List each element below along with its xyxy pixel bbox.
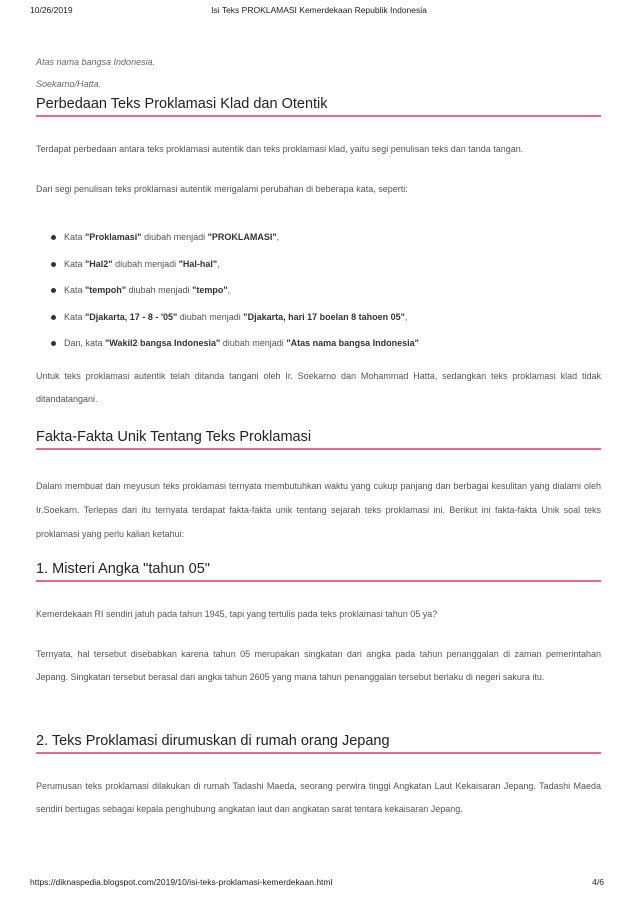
- paragraph: Untuk teks proklamasi autentik telah ditanda tangani oleh Ir. Soekarno dan Mohammad Hatta, sedangkan teks proklamasi klad tidak ditandatangani.: [36, 371, 601, 404]
- bullet-icon: [51, 235, 56, 240]
- section-heading-rumah: 2. Teks Proklamasi dirumuskan di rumah orang Jepang: [36, 732, 601, 754]
- section-heading-perbedaan: Perbedaan Teks Proklamasi Klad dan Otentik: [36, 95, 601, 117]
- print-footer: [30, 877, 608, 891]
- print-date: 10/26/2019: [30, 5, 73, 15]
- paragraph: Dalam membuat dan meyusun teks proklamasi ternyata membutuhkan waktu yang cukup panjang dan berbagai kesulitan yang dialami oleh Ir.Soekarn. Terlepas dari itu ternyata terdapat fakta-fakta unik tentang sejarah teks proklamasi ini. Berikut ini fakta-fakta Unik soal teks proklamasi yang perlu kalian ketahui:: [36, 481, 601, 539]
- page-number: 4/6: [592, 877, 604, 887]
- paragraph: Perumusan teks proklamasi dilakukan di rumah Tadashi Maeda, seorang perwira tinggi Angkatan Laut Kekaisaran Jepang. Tadashi Maeda sendiri bertugas sebagai kepala penghubung angkatan laut dan angkatan sarat tentara kekaisaran Jepang.: [36, 781, 601, 814]
- print-header: [30, 5, 608, 19]
- paragraph: Ternyata, hal tersebut disebabkan karena tahun 05 merupakan singkatan dari angka pada tahun penanggalan di zaman pemerintahan Jepang. Singkatan tersebut berasal dari angka tahun 2605 yang mana tahun penanggalan tersebut berlaku di negeri sakura itu.: [36, 649, 601, 682]
- section-heading-fakta: Fakta-Fakta Unik Tentang Teks Proklamasi: [36, 428, 601, 450]
- bullet-icon: [51, 288, 56, 293]
- list-item: Kata "Hal2" diubah menjadi "Hal-hal",: [36, 256, 601, 283]
- paragraph: Kemerdekaan RI sendiri jatuh pada tahun 1945, tapi yang tertulis pada teks proklamasi tahun 05 ya?: [36, 609, 438, 619]
- print-url: https://diknaspedia.blogspot.com/2019/10/isi-teks-proklamasi-kemerdekaan.html: [30, 877, 333, 887]
- paragraph: Terdapat perbedaan antara teks proklamasi autentik dan teks proklamasi klad, yaitu segi penulisan teks dan tanda tangan.: [36, 144, 524, 154]
- list-item: Kata "Djakarta, 17 - 8 - '05" diubah menjadi "Djakarta, hari 17 boelan 8 tahoen 05",: [36, 309, 601, 336]
- change-list: [36, 229, 601, 362]
- print-page-title: Isi Teks PROKLAMASI Kemerdekaan Republik Indonesia: [211, 5, 427, 15]
- bullet-icon: [51, 315, 56, 320]
- list-item: Kata "Proklamasi" diubah menjadi "PROKLAMASI",: [36, 229, 601, 256]
- list-item: Kata "tempoh" diubah menjadi "tempo",: [36, 282, 601, 309]
- section-heading-misteri: 1. Misteri Angka "tahun 05": [36, 560, 601, 582]
- intro-line-2: Soekarno/Hatta.: [36, 79, 102, 89]
- bullet-icon: [51, 341, 56, 346]
- intro-line-1: Atas nama bangsa Indonesia.: [36, 57, 156, 67]
- paragraph: Dari segi penulisan teks proklamasi autentik mengalami perubahan di beberapa kata, seperti:: [36, 184, 408, 194]
- bullet-icon: [51, 262, 56, 267]
- list-item: Dan, kata "Wakil2 bangsa Indonesia" diubah menjadi "Atas nama bangsa Indonesia": [36, 335, 601, 362]
